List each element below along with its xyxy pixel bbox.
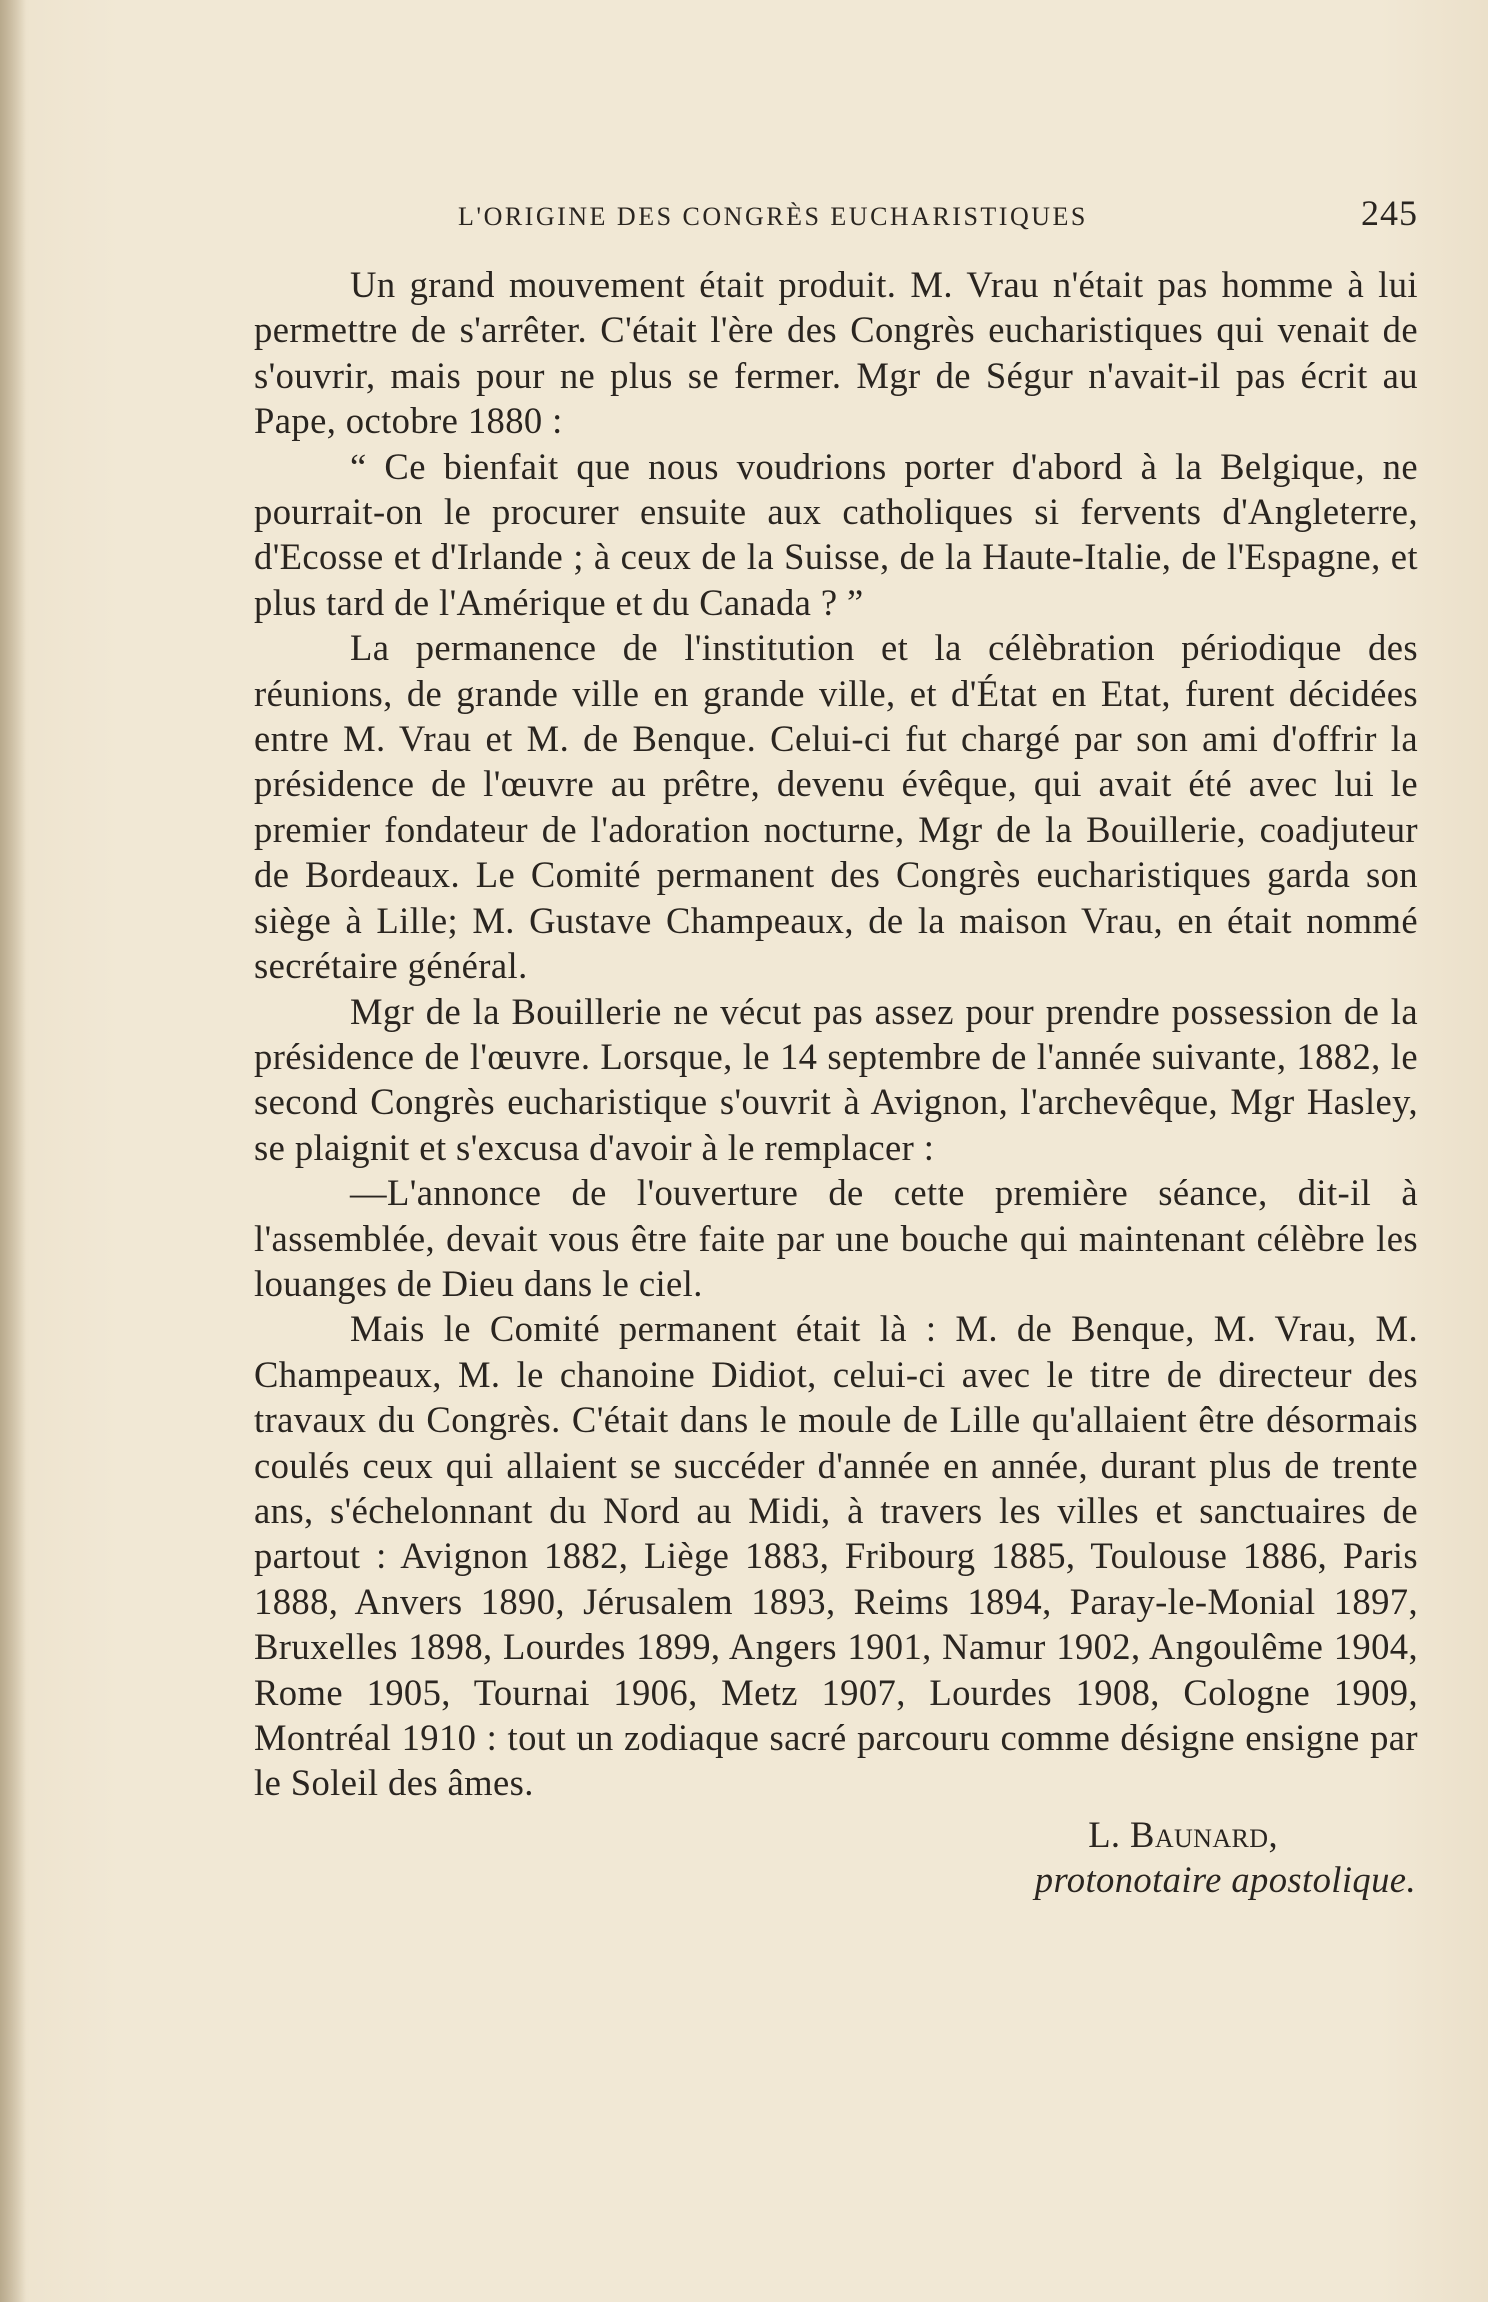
signature	[254, 1812, 1418, 1903]
running-title: L'ORIGINE DES CONGRÈS EUCHARISTIQUES	[458, 202, 1088, 231]
paragraph: Mais le Comité permanent était là : M. de Benque, M. Vrau, M. Champeaux, M. le chanoine Didiot, celui-ci avec le titre de directeur des travaux du Congrès. C'était dans le moule de Lille qu'allaient être désormais coulés ceux qui allaient se succéder d'année en année, durant plus de trente ans, s'échelonnant du Nord au Midi, à travers les villes et sanctuaires de partout : Avignon 1882, Liège 1883, Fribourg 1885, Toulouse 1886, Paris 1888, Anvers 1890, Jérusalem 1893, Reims 1894, Paray-le-Monial 1897, Bruxelles 1898, Lourdes 1899, Angers 1901, Namur 1902, Angoulême 1904, Rome 1905, Tournai 1906, Metz 1907, Lourdes 1908, Cologne 1909, Montréal 1910 : tout un zodiaque sacré parcouru comme désigne ensigne par le Soleil des âmes.	[254, 1308, 1418, 1804]
paragraph: Mgr de la Bouillerie ne vécut pas assez pour prendre possession de la présidence de l'œuvre. Lorsque, le 14 septembre de l'année suivante, 1882, le second Congrès eucharistique s'ouvrit à Avignon, l'archevêque, Mgr Hasley, se plaignit et s'excusa d'avoir à le remplacer :	[254, 990, 1418, 1168]
signature-title: protonotaire apostolique.	[1034, 1859, 1416, 1901]
body-text	[254, 262, 1418, 1903]
paragraph: Un grand mouvement était produit. M. Vrau n'était pas homme à lui permettre de s'arrêter. C'était l'ère des Congrès eucharistiques qui venait de s'ouvrir, mais pour ne plus se fermer. Mgr de Ségur n'avait-il pas écrit au Pape, octobre 1880 :	[254, 264, 1418, 442]
paragraph: —L'annonce de l'ouverture de cette première séance, dit-il à l'assemblée, devait vous être faite par une bouche qui maintenant célèbre les louanges de Dieu dans le ciel.	[254, 1172, 1418, 1304]
paragraph: La permanence de l'institution et la célèbration périodique des réunions, de grande ville en grande ville, et d'État en Etat, furent décidées entre M. Vrau et M. de Benque. Celui-ci fut chargé par son ami d'offrir la présidence de l'œuvre au prêtre, devenu évêque, qui avait été avec lui le premier fondateur de l'adoration nocturne, Mgr de la Bouillerie, coadjuteur de Bordeaux. Le Comité permanent des Congrès eucharistiques garda son siège à Lille; M. Gustave Champeaux, de la maison Vrau, en était nommé secrétaire général.	[254, 627, 1418, 987]
signature-name: L. Baunard,	[1088, 1813, 1278, 1855]
page-number: 245	[1361, 193, 1418, 233]
paragraph: “ Ce bienfait que nous voudrions porter d'abord à la Belgique, ne pourrait-on le procurer ensuite aux catholiques si fervents d'Angleterre, d'Ecosse et d'Irlande ; à ceux de la Suisse, de la Haute-Italie, de l'Espagne, et plus tard de l'Amérique et du Canada ? ”	[254, 445, 1418, 623]
binding-shadow	[0, 0, 26, 2302]
running-head	[258, 192, 1418, 234]
